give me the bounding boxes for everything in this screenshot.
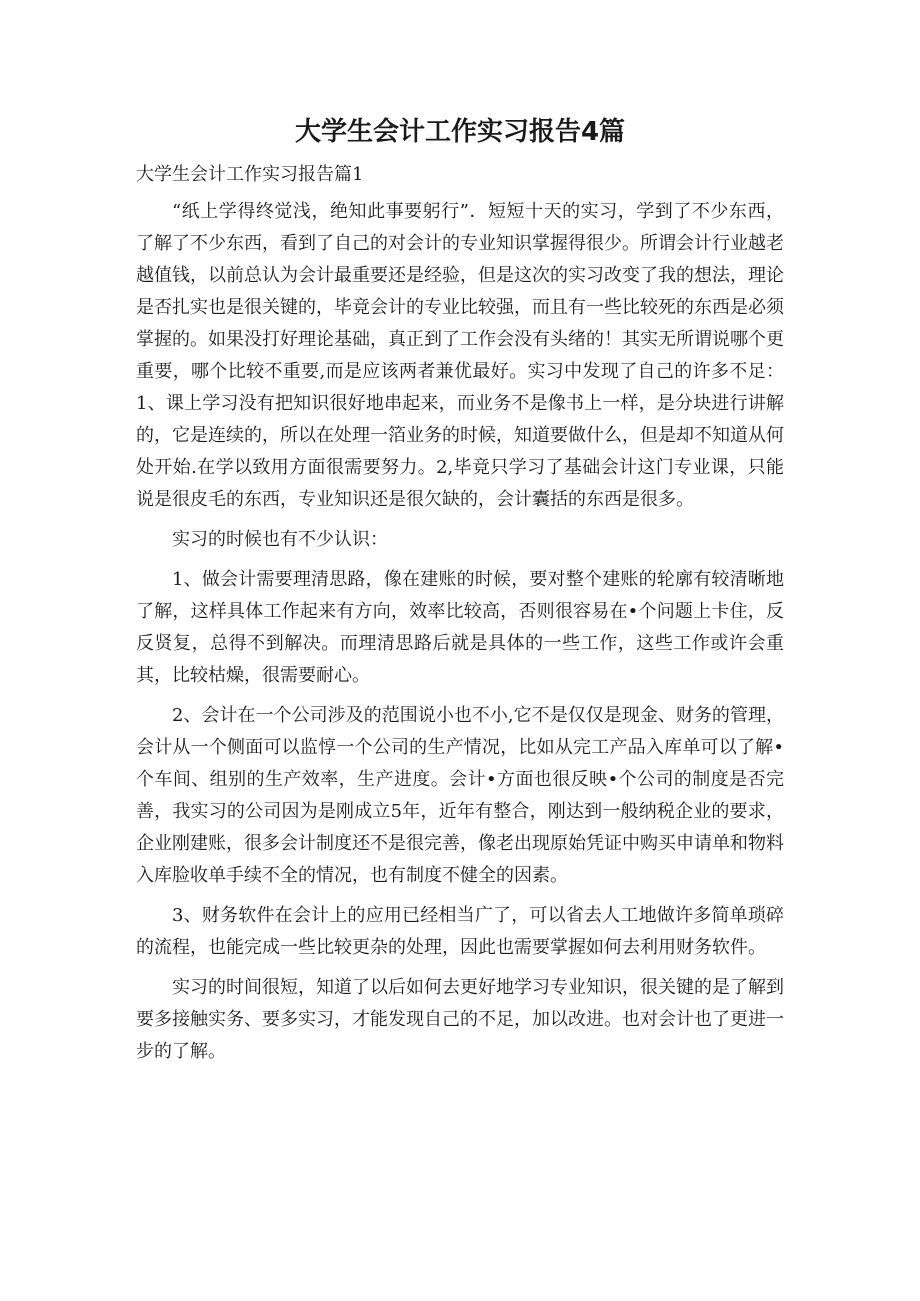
section-heading: 大学生会计工作实习报告篇1 bbox=[136, 164, 364, 185]
paragraph-point-2: 2、会计在一个公司涉及的范围说小也不小,它不是仅仅是现金、财务的管理，会计从一个侧面可以监惇一个公司的生产情况，比如从完工产品入库单可以了解•个车间、组别的生产效率，生产进度。会计•方面也很反映•个公司的制度是否完善，我实习的公司因为是刚成立5年，近年有整合，刚达到一般纳税企业的要求，企业刚建账，很多会计制度还不是很完善，像老出现原始凭证中购买申请单和物料入库脸收单手续不全的情况，也有制度不健全的因素。 bbox=[136, 705, 784, 886]
paragraph-intro: “纸上学得终觉浅，绝知此事要躬行”．短短十天的实习，学到了不少东西，了解了不少东西，看到了自己的对会计的专业知识掌握得很少。所谓会计行业越老越值钱，以前总认为会计最重要还是经验，但是这次的实习改变了我的想法，理论是否扎实也是很关键的，毕竟会计的专业比较强，而且有一些比较死的东西是必须掌握的。如果没打好理论基础，真正到了工作会没有头绪的！其实无所谓说哪个更重要，哪个比较不重要,而是应该两者兼优最好。实习中发现了自己的许多不足：1、课上学习没有把知识很好地串起来，而业务不是像书上一样，是分块进行讲解的，它是连续的，所以在处理一箔业务的时候，知道要做什么，但是却不知道从何处开始.在学以致用方面很需要努力。2,毕竟只学习了基础会计这门专业课，只能说是很皮毛的东西，专业知识还是很欠缺的，会计囊括的东西是很多。 bbox=[136, 201, 784, 510]
paragraph-point-1: 1、做会计需要理清思路，像在建账的时候，要对整个建账的轮廓有较清晰地了解，这样具体工作起来有方向，效率比较高，否则很容易在•个问题上卡住，反反贤复，总得不到解决。而理清思路后就是具体的一些工作，这些工作或许会重其，比较枯燥，很需要耐心。 bbox=[136, 569, 784, 686]
document-title: 大学生会计工作实习报告4篇 bbox=[294, 117, 626, 147]
paragraph-point-3: 3、财务软件在会计上的应用已经相当广了，可以省去人工地做许多简单琐碎的流程，也能完成一些比较更杂的处理，因此也需要掌握如何去利用财务软件。 bbox=[136, 905, 784, 958]
paragraph-conclusion: 实习的时间很短，知道了以后如何去更好地学习专业知识，很关键的是了解到要多接触实务、要多实习，才能发现自己的不足，加以改进。也对会计也了更进一步的了解。 bbox=[136, 977, 784, 1062]
document-body bbox=[136, 196, 784, 1076]
paragraph-insights-lead: 实习的时候也有不少认识： bbox=[172, 529, 388, 550]
